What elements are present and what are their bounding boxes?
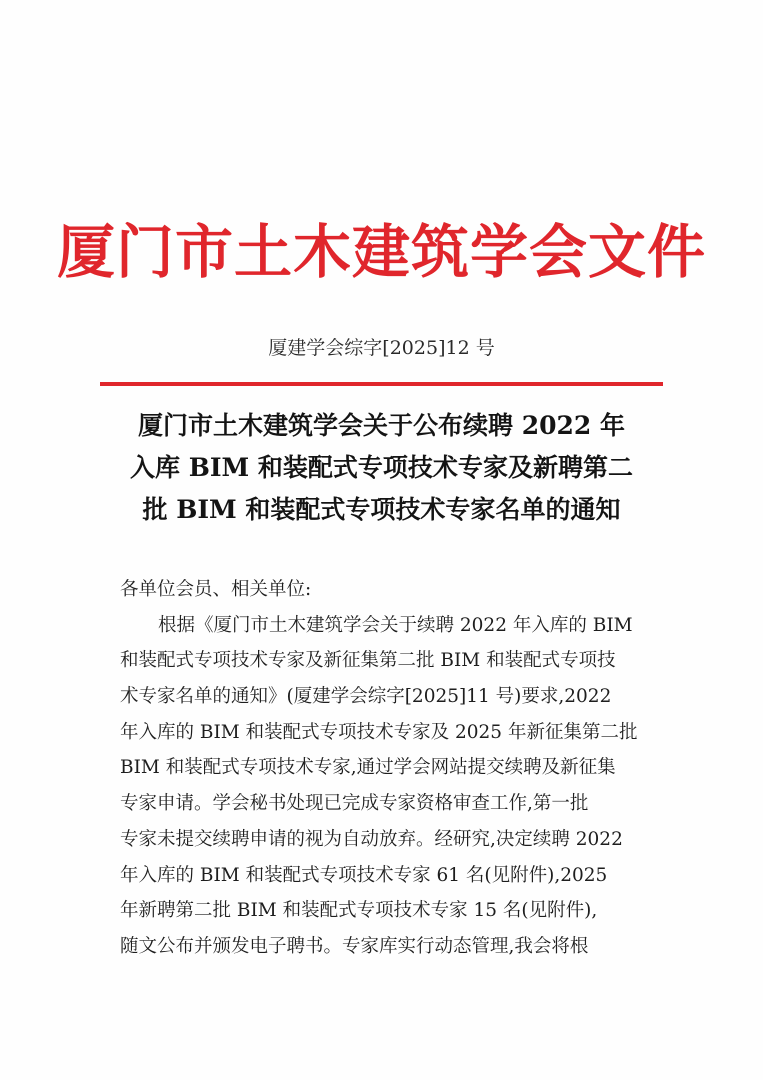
body-line: 年入库的 BIM 和装配式专项技术专家及 2025 年新征集第二批 <box>120 721 638 743</box>
body-line: 专家未提交续聘申请的视为自动放弃。经研究,决定续聘 2022 <box>120 828 623 850</box>
notice-title-line: 厦门市土木建筑学会关于公布续聘 2022 年 <box>138 411 625 440</box>
body-line: 专家申请。学会秘书处现已完成专家资格审查工作,第一批 <box>120 793 589 815</box>
notice-title-line: 入库 BIM 和装配式专项技术专家及新聘第二 <box>130 453 633 482</box>
notice-title <box>105 405 658 531</box>
red-divider-line <box>100 382 663 386</box>
notice-title-line: 批 BIM 和装配式专项技术专家名单的通知 <box>142 495 621 524</box>
body-line: 随文公布并颁发电子聘书。专家库实行动态管理,我会将根 <box>120 935 589 957</box>
salutation: 各单位会员、相关单位: <box>120 579 312 600</box>
body-line: 根据《厦门市土木建筑学会关于续聘 2022 年入库的 BIM <box>158 614 633 636</box>
notice-body <box>120 572 660 965</box>
document-number: 厦建学会综字[2025]12 号 <box>268 337 495 359</box>
body-line: 术专家名单的通知》(厦建学会综字[2025]11 号)要求,2022 <box>120 686 612 708</box>
body-line: 和装配式专项技术专家及新征集第二批 BIM 和装配式专项技 <box>120 650 616 672</box>
body-line: 年入库的 BIM 和装配式专项技术专家 61 名(见附件),2025 <box>120 864 608 886</box>
body-line: 年新聘第二批 BIM 和装配式专项技术专家 15 名(见附件), <box>120 900 598 922</box>
issuer-title: 厦门市土木建筑学会文件 <box>56 218 706 286</box>
body-line: BIM 和装配式专项技术专家,通过学会网站提交续聘及新征集 <box>120 757 616 779</box>
